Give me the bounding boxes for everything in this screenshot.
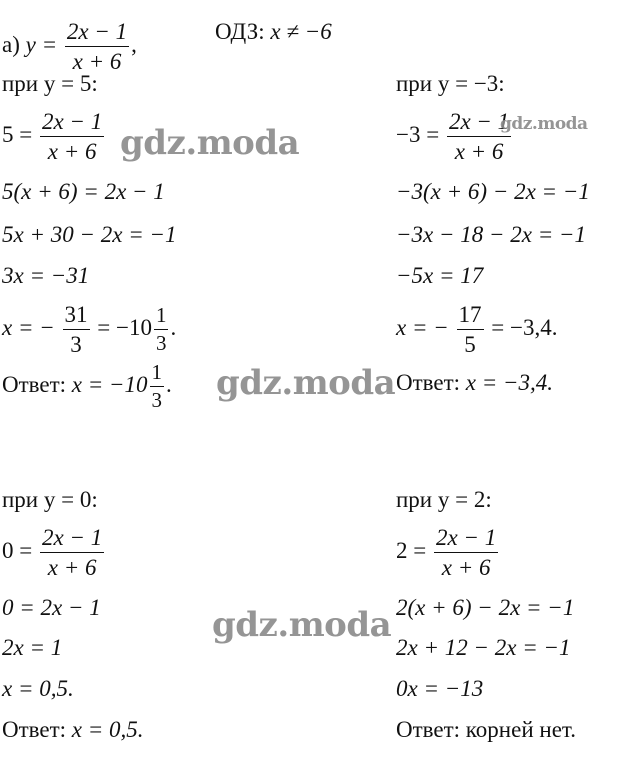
case2-step5-end: = −3,4.: [491, 314, 558, 340]
case1-step1-numerator: 2x − 1: [40, 110, 104, 137]
case4-step2: 2(x + 6) − 2x = −1: [396, 595, 575, 620]
case2-step1-lhs: −3 =: [396, 121, 440, 147]
case1-step5-mixed-numerator: 1: [154, 305, 169, 330]
case2-answer: [396, 371, 553, 394]
case1-step5-fraction: [63, 303, 90, 356]
case1-answer: [2, 362, 172, 411]
case3-answer: [2, 718, 144, 741]
case2-step1-denominator: x + 6: [454, 139, 504, 164]
case4-step3: 2x + 12 − 2x = −1: [396, 635, 571, 660]
case1-answer-lhs: x = −10: [71, 371, 148, 397]
case1-step5: [2, 303, 176, 356]
case3-step3: 2x = 1: [2, 635, 63, 660]
function-lhs: y =: [25, 31, 58, 57]
case2-step1: [396, 110, 513, 163]
case2-step5: [396, 303, 557, 356]
case2-step2: −3(x + 6) − 2x = −1: [396, 179, 590, 204]
case1-step2: 5(x + 6) = 2x − 1: [2, 179, 165, 204]
case1-step5-mid: = −10: [97, 314, 152, 340]
case1-step5-mixed-denominator: 3: [155, 331, 167, 355]
watermark-2: gdz.moda: [500, 114, 588, 134]
watermark-4: gdz.moda: [212, 605, 392, 645]
case1-answer-fraction: [150, 362, 165, 411]
case1-step3: 5x + 30 − 2x = −1: [2, 222, 177, 247]
watermark-3: gdz.moda: [216, 363, 396, 403]
case3-answer-label: Ответ:: [2, 717, 67, 742]
function-fraction: [65, 20, 129, 73]
case1-answer-numerator: 1: [150, 362, 165, 387]
case2-step5-numerator: 17: [457, 303, 484, 330]
case4-answer: [396, 718, 576, 741]
function-tail: ,: [131, 31, 137, 57]
domain-value: x ≠ −6: [270, 19, 332, 44]
domain-label: ОДЗ:: [215, 19, 265, 44]
case4-title: при y = 2:: [396, 487, 492, 512]
case4-answer-label: Ответ:: [396, 717, 461, 742]
case4-step1-numerator: 2x − 1: [434, 526, 498, 553]
case1-step1-denominator: x + 6: [47, 139, 97, 164]
case4-step1-denominator: x + 6: [441, 555, 491, 580]
case1-step5-denominator: 3: [70, 332, 82, 357]
case1-step5-end: .: [170, 314, 177, 340]
case4-step4: 0x = −13: [396, 676, 484, 701]
case2-step1-numerator: 2x − 1: [447, 110, 511, 137]
case2-step5-lhs: x = −: [396, 314, 449, 340]
case1-answer-denominator: 3: [151, 388, 163, 412]
case1-title: при y = 5:: [2, 71, 98, 96]
case3-step1-numerator: 2x − 1: [40, 526, 104, 553]
case4-answer-value: корней нет.: [465, 717, 576, 742]
case3-step1-denominator: x + 6: [47, 555, 97, 580]
case4-step1-fraction: [434, 526, 498, 579]
case3-step1-fraction: [40, 526, 104, 579]
case1-step4: 3x = −31: [2, 263, 90, 288]
case2-step5-denominator: 5: [464, 332, 476, 357]
case4-step1: [396, 526, 500, 579]
case1-step1-fraction: [40, 110, 104, 163]
case1-step5-numerator: 31: [63, 303, 90, 330]
function-denominator: x + 6: [72, 49, 122, 74]
case1-step5-lhs: x = −: [2, 314, 55, 340]
case1-answer-label: Ответ:: [2, 371, 67, 397]
case2-step5-fraction: [457, 303, 484, 356]
domain-line: [215, 20, 332, 43]
case4-step1-lhs: 2 =: [396, 537, 427, 563]
case3-title: при y = 0:: [2, 487, 98, 512]
case2-answer-label: Ответ:: [396, 370, 461, 395]
case3-step1: [2, 526, 106, 579]
case3-step1-lhs: 0 =: [2, 537, 33, 563]
function-numerator: 2x − 1: [65, 20, 129, 47]
case3-step4: x = 0,5.: [2, 676, 74, 701]
case3-step2: 0 = 2x − 1: [2, 595, 101, 620]
case2-step3: −3x − 18 − 2x = −1: [396, 222, 587, 247]
case1-step5-mixed-fraction: [154, 305, 169, 354]
case3-answer-value: x = 0,5.: [71, 717, 144, 742]
watermark-1: gdz.moda: [120, 123, 300, 163]
case2-step4: −5x = 17: [396, 263, 484, 288]
case2-title: при y = −3:: [396, 71, 505, 96]
case1-step1: [2, 110, 106, 163]
case1-answer-end: .: [166, 371, 172, 397]
header-line: [2, 20, 137, 73]
case1-step1-lhs: 5 =: [2, 121, 33, 147]
case2-answer-value: x = −3,4.: [465, 370, 554, 395]
task-label: а): [2, 31, 20, 57]
